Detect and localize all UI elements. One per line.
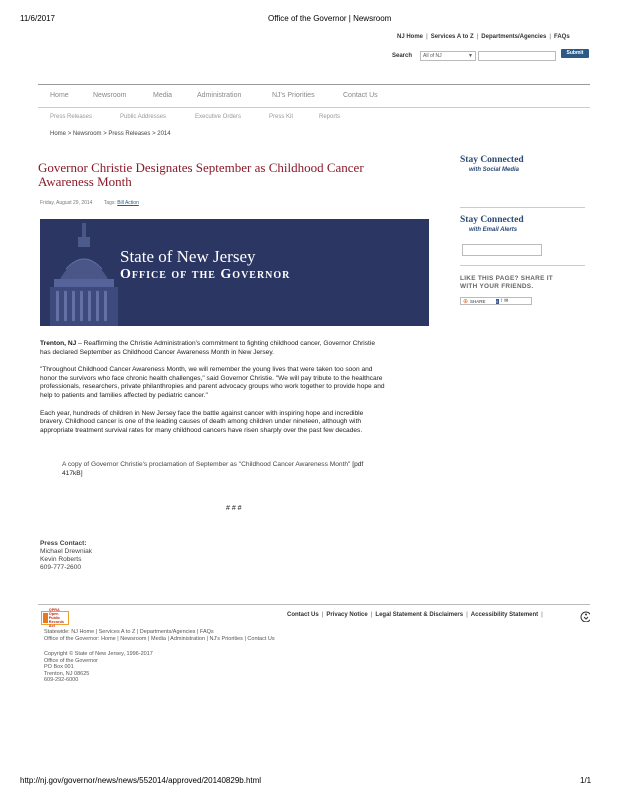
sidebar-divider-2 [460,265,585,266]
footer-statewide[interactable]: Statewide: NJ Home | Services A to Z | Departments/Agencies | FAQs [44,629,214,635]
footer-nav [44,629,275,642]
footer-link-accessibility[interactable]: Accessibility Statement [470,612,539,618]
email-alert-input[interactable] [462,244,542,256]
subnav-press-kit[interactable]: Press Kit [269,114,294,120]
tag-link[interactable]: Bill Action [117,200,139,206]
end-marker: # # # [226,505,242,512]
governor-banner [40,219,429,326]
banner-office: Office of the Governor [120,267,291,282]
footer-link-privacy[interactable]: Privacy Notice [326,612,368,618]
nav-media[interactable]: Media [153,92,173,99]
paragraph-1: Trenton, NJ – Reaffirming the Christie Administration's commitment to fighting childhood cancer, Governor Christie has declared September as Childhood Cancer Awareness Month in New Jersey. [40,340,376,356]
article-body [40,340,440,435]
nav-contact[interactable]: Contact Us [343,92,378,99]
page-title: Governor Christie Designates September as Childhood Cancer Awareness Month [38,160,364,189]
share-icon: ⊕ [463,298,469,305]
social-subheading[interactable]: with Social Media [469,167,520,173]
footer-address: Copyright © State of New Jersey, 1996-2017 Office of the Governor PO Box 001 Trenton, NJ 08625 609-292-6000 [44,651,153,684]
sub-nav [50,114,340,120]
top-link-faqs[interactable]: FAQs [554,34,570,40]
top-link-services[interactable]: Services A to Z [430,34,474,40]
print-page: 1/1 [580,776,592,785]
opra-icon [43,613,48,623]
email-subheading[interactable]: with Email Alerts [469,227,518,233]
search-submit-button[interactable]: Submit [561,49,589,58]
nav-divider [38,107,590,108]
sidebar-divider [460,207,585,208]
tags-label: Tags: [103,200,116,206]
email-heading: Stay Connected [460,215,524,225]
search-input[interactable] [478,51,556,61]
nav-priorities[interactable]: NJ's Priorities [272,92,315,99]
breadcrumb-home[interactable]: Home [50,131,67,137]
share-button[interactable]: ⊕ SHARE f t ✉ [460,297,532,305]
breadcrumb-newsroom[interactable]: > Newsroom [67,131,102,137]
nav-newsroom[interactable]: Newsroom [93,92,127,99]
social-heading: Stay Connected [460,155,524,165]
breadcrumb [50,131,171,137]
footer-office[interactable]: Office of the Governor: Home | Newsroom | Media | Administration | NJ's Priorities | Contact Us [44,635,275,642]
article-meta [40,200,139,206]
facebook-icon: f [496,298,498,304]
footer-link-legal[interactable]: Legal Statement & Disclaimers [375,612,464,618]
main-nav [50,92,378,99]
subnav-reports[interactable]: Reports [319,114,341,120]
paragraph-3: Each year, hundreds of children in New Jersey face the battle against cancer with inspiring hope and incredible bravery. Childhood cancer is one of the leading causes of death among children under nineteen, although with appropriate treatment survival rates for many childhood cancers have risen sharply over the past few decades. [40,409,364,434]
top-link-nj-home[interactable]: NJ Home [397,34,424,40]
email-icon: ✉ [504,298,509,304]
breadcrumb-press-releases[interactable]: > Press Releases [103,131,151,137]
header-divider [38,84,590,85]
print-title: Office of the Governor | Newsroom [268,14,392,23]
twitter-icon: t [500,298,503,304]
proclamation-link[interactable]: A copy of Governor Christie's proclamation of September as "Childhood Cancer Awareness Month" [pdf 417kB] [62,461,364,477]
nav-administration[interactable]: Administration [197,92,242,99]
search-scope-select[interactable]: All of NJ ▼ [420,51,476,61]
subnav-executive-orders[interactable]: Executive Orders [195,114,242,120]
print-date: 11/6/2017 [20,14,55,23]
footer-links: Contact Us | Privacy Notice | Legal Statement & Disclaimers | Accessibility Statement | [287,612,543,618]
opra-logo[interactable]: OPRA Open Public Records Act [41,611,69,625]
footer-link-contact[interactable]: Contact Us [287,612,319,618]
paragraph-2: "Throughout Childhood Cancer Awareness Month, we will remember the young lives that were taken too soon and honor the survivors who face chronic health challenges," said Governor Christie. "We will pay tribute to the healthcare professionals, researchers, private philanthropies and parent advocacy groups who work together to provide hope and help to patients and families affected by pediatric cancer." [40,366,385,399]
accessibility-icon[interactable] [580,610,590,622]
breadcrumb-year[interactable]: > 2014 [152,131,171,137]
footer-divider [38,604,590,605]
banner-state: State of New Jersey [120,247,256,266]
nav-home[interactable]: Home [50,92,69,99]
share-prompt: LIKE THIS PAGE? SHARE IT WITH YOUR FRIENDS. [460,275,554,290]
search-label: Search [392,53,413,59]
print-url: http://nj.gov/governor/news/news/552014/approved/20140829b.html [20,776,262,785]
article-date: Friday, August 29, 2014 [40,200,93,206]
chevron-down-icon: ▼ [468,53,473,59]
top-link-departments[interactable]: Departments/Agencies [481,34,547,40]
subnav-public-addresses[interactable]: Public Addresses [120,114,167,120]
top-links: NJ Home | Services A to Z | Departments/Agencies | FAQs [397,34,570,40]
subnav-press-releases[interactable]: Press Releases [50,114,93,120]
press-contact: Press Contact: Michael Drewniak Kevin Roberts 609-777-2600 [40,540,93,571]
